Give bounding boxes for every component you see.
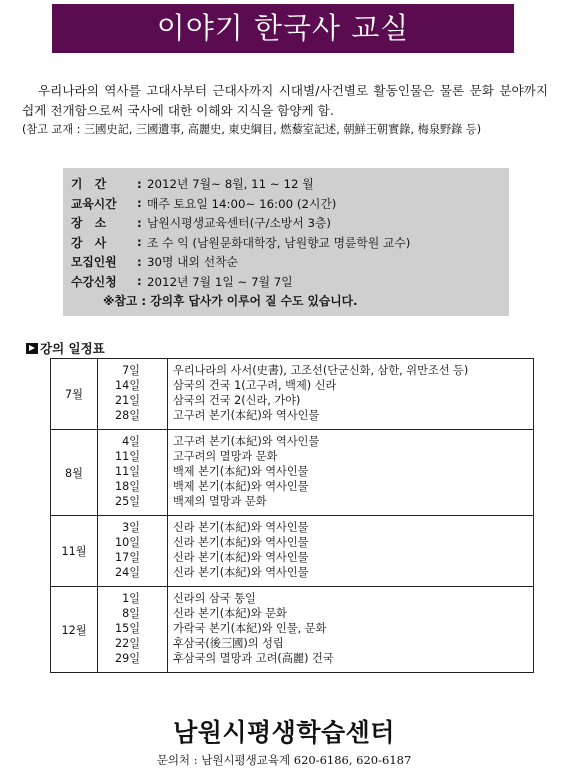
topic-label: 신라 본기(本紀)와 역사인물: [173, 536, 309, 549]
note-text: ※참고 : 강의후 답사가 이루어 질 수도 있습니다.: [103, 294, 358, 309]
day-label: 22일: [114, 637, 140, 650]
info-value: 매주 토요일 14:00~ 16:00 (2시간): [147, 196, 337, 211]
arrow-right-icon: [26, 343, 38, 354]
day-label: 15일: [114, 622, 140, 635]
days-cell: [98, 516, 168, 587]
day-label: 14일: [114, 379, 140, 392]
contact-info: 문의처 : 남원시평생교육계 620-6186, 620-6187: [156, 753, 412, 767]
topic-label: 후삼국(後三國)의 성립: [173, 637, 284, 650]
day-label: 28일: [114, 409, 140, 422]
info-note: [71, 291, 509, 311]
info-label: 수강신청: [71, 274, 117, 289]
month-cell: 12월: [51, 587, 98, 673]
info-label: 장 소: [71, 216, 107, 231]
table-row: [51, 359, 534, 430]
topic-label: 고구려의 멸망과 문화: [173, 450, 278, 463]
topic-label: 고구려 본기(本紀)와 역사인물: [173, 409, 320, 422]
page-title: 이야기 한국사 교실: [52, 4, 514, 53]
table-row: [51, 516, 534, 587]
day-label: 17일: [114, 551, 140, 564]
topic-label: 가락국 본기(本紀)와 인물, 문화: [173, 622, 327, 635]
topic-label: 백제 본기(本紀)와 역사인물: [173, 465, 309, 478]
table-row: [51, 430, 534, 516]
info-time: 교육시간 : 매주 토요일 14:00~ 16:00 (2시간): [71, 196, 337, 211]
table-row: [51, 587, 534, 673]
days-cell: [98, 359, 168, 430]
topic-label: 신라 본기(本紀)와 역사인물: [173, 566, 309, 579]
reference-books: (참고 교재 : 三國史記, 三國遺事, 高麗史, 東史綱目, 燃藜室記述, 朝鮮王朝實錄, 梅泉野錄 등): [22, 123, 482, 136]
info-value: 조 수 익 (남원문화대학장, 남원향교 명륜학원 교수): [147, 235, 411, 250]
info-label: 기 간: [71, 177, 107, 192]
intro-text: 우리나라의 역사를 고대사부터 근대사까지 시대별/사건별로 활동인물은 물론 문화 분야까지 쉽게 전개함으로써 국사에 대한 이해와 지식을 함양케 함.: [22, 83, 548, 118]
info-lecturer: 강 사 : 조 수 익 (남원문화대학장, 남원향교 명륜학원 교수): [71, 235, 411, 250]
info-label: 강 사: [71, 235, 107, 250]
center-name: 남원시평생학습센터: [173, 718, 395, 747]
topic-label: 백제 본기(本紀)와 역사인물: [173, 480, 309, 493]
schedule-heading-text: 강의 일정표: [40, 341, 105, 356]
info-period: 기 간 : 2012년 7월~ 8월, 11 ~ 12 월: [71, 176, 314, 192]
day-label: 11일: [114, 450, 140, 463]
topics-cell: [168, 587, 534, 673]
intro-paragraph: [22, 81, 548, 121]
topic-label: 후삼국의 멸망과 고려(高麗) 건국: [173, 652, 334, 665]
topic-label: 신라 본기(本紀)와 문화: [173, 607, 287, 620]
topic-label: 신라의 삼국 통일: [173, 592, 256, 605]
day-label: 25일: [114, 495, 140, 508]
day-label: 10일: [114, 536, 140, 549]
info-label: 모집인원: [71, 255, 117, 270]
info-box: [63, 168, 509, 316]
day-label: 11일: [114, 465, 140, 478]
schedule-table: [50, 358, 534, 673]
info-capacity: 모집인원 : 30명 내외 선착순: [71, 254, 238, 270]
day-label: 4일: [122, 435, 140, 448]
topic-label: 삼국의 건국 1(고구려, 백제) 신라: [173, 379, 337, 392]
month-cell: 8월: [51, 430, 98, 516]
topic-label: 백제의 멸망과 문화: [173, 495, 267, 508]
topic-label: 삼국의 건국 2(신라, 가야): [173, 394, 301, 407]
topics-cell: [168, 516, 534, 587]
topic-label: 우리나라의 사서(史書), 고조선(단군신화, 삼한, 위만조선 등): [173, 364, 469, 377]
day-label: 29일: [114, 652, 140, 665]
topic-label: 신라 본기(本紀)와 역사인물: [173, 551, 309, 564]
day-label: 21일: [114, 394, 140, 407]
info-label: 교육시간: [71, 196, 117, 211]
day-label: 24일: [114, 566, 140, 579]
schedule-heading: [26, 339, 105, 357]
topic-label: 고구려 본기(本紀)와 역사인물: [173, 435, 320, 448]
info-registration: 수강신청 : 2012년 7월 1일 ~ 7월 7일: [71, 274, 293, 289]
days-cell: [98, 430, 168, 516]
info-value: 2012년 7월~ 8월, 11 ~ 12 월: [147, 177, 314, 192]
info-value: 2012년 7월 1일 ~ 7월 7일: [147, 274, 293, 289]
month-cell: 7월: [51, 359, 98, 430]
days-cell: [98, 587, 168, 673]
day-label: 3일: [122, 521, 140, 534]
topics-cell: [168, 430, 534, 516]
day-label: 8일: [122, 607, 140, 620]
info-value: 30명 내외 선착순: [147, 255, 238, 270]
day-label: 7일: [122, 364, 140, 377]
info-value: 남원시평생교육센터(구/소방서 3층): [147, 216, 331, 231]
day-label: 18일: [114, 480, 140, 493]
topic-label: 신라 본기(本紀)와 역사인물: [173, 521, 309, 534]
month-cell: 11월: [51, 516, 98, 587]
info-place: 장 소 : 남원시평생교육센터(구/소방서 3층): [71, 215, 331, 231]
day-label: 1일: [122, 592, 140, 605]
topics-cell: [168, 359, 534, 430]
